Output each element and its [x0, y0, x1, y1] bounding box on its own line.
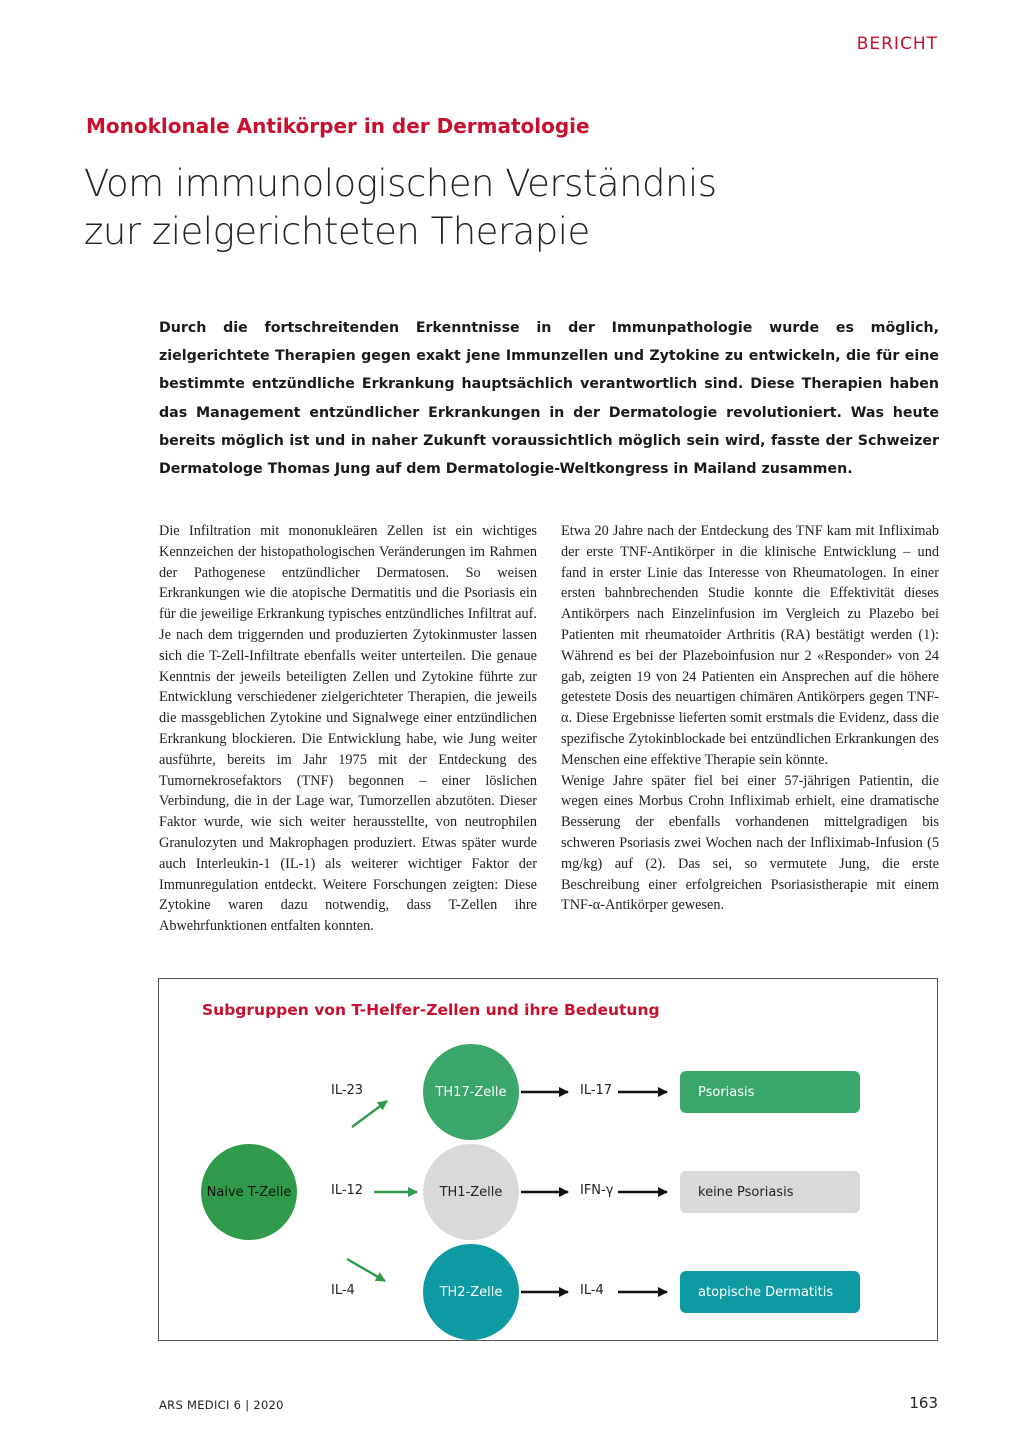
- arrow-to-th2: [347, 1259, 385, 1281]
- page-number: 163: [909, 1394, 938, 1412]
- result-label-row2: keine Psoriasis: [698, 1184, 794, 1200]
- body-paragraph: Die Infiltration mit mononukleären Zellen ist ein wichtiges Kennzeichen der histopathologischen Veränderungen im Rahmen der Pathogenese entzündlicher Dermatosen. So weisen Erkrankungen wie die atopische Dermatitis und die Psoriasis ein für die jeweilige Erkrankung typisches entzündliches Infiltrat auf. Je nach dem triggernden und produzierten Zytokinmuster lassen sich die T-Zell-Infiltrate ebenfalls weiter unterteilen. Die genaue Kenntnis der jeweils beteiligten Zellen und Zytokine führte zur Entwicklung verschiedener zielgerichteter Therapien, die jeweils die massgeblichen Zytokine und Signalwege einer entzündlichen Erkrankung blockieren. Die Entwicklung habe, wie Jung weiter ausführte, bereits im Jahr 1975 mit der Entdeckung des Tumornekrosefaktors (TNF) begonnen – einer löslichen Verbindung, die in der Lage war, Tumorzellen abzutöten. Dieser Faktor wurde, wie sich weiter herausstellte, von neutrophilen Granulozyten und Makrophagen produziert. Etwas später wurde auch Interleukin-1 (IL-1) als weiterer wichtiger Faktor der Immunregulation entdeckt. Weitere Forschungen zeigten: Diese Zytokine waren dazu notwendig, dass T-Zellen ihre Abwehrfunktionen entfalten konnten.: [159, 523, 537, 935]
- title-line-2: zur zielgerichteten Therapie: [84, 210, 590, 253]
- result-box-no-psoriasis: [680, 1171, 860, 1213]
- cytokine-label-row1: IL-17: [580, 1083, 613, 1098]
- body-column-left: [159, 521, 537, 937]
- article-title: [84, 160, 944, 256]
- input-label-row3: IL-4: [331, 1283, 355, 1298]
- result-label-row1: Psoriasis: [698, 1084, 755, 1100]
- body-column-right: [561, 521, 939, 916]
- journal-footer: ARS MEDICI 6 | 2020: [159, 1398, 284, 1412]
- th2-cell-label: TH2-Zelle: [439, 1284, 503, 1300]
- th1-cell-label: TH1-Zelle: [439, 1184, 503, 1200]
- naive-t-cell-label: Naive T-Zelle: [206, 1184, 292, 1200]
- naive-t-cell-node: [201, 1144, 297, 1240]
- th17-cell-node: [423, 1044, 519, 1140]
- title-line-1: Vom immunologischen Verständnis: [84, 162, 717, 205]
- input-label-row1: IL-23: [331, 1083, 364, 1098]
- article-lead: Durch die fortschreitenden Erkenntnisse in der Immunpathologie wurde es möglich, zielgerichtete Therapien gegen exakt jene Immunzellen und Zytokine zu entwickeln, die für eine bestimmte entzündliche Erkrankung hauptsächlich verantwortlich sind. Diese Therapien haben das Management entzündlicher Erkrankungen in der Dermatologie revolutioniert. Was heute bereits möglich ist und in naher Zukunft voraussichtlich möglich sein wird, fasste der Schweizer Dermatologe Thomas Jung auf dem Dermatologie-Weltkongress in Mailand zusammen.: [159, 320, 939, 478]
- cytokine-label-row3: IL-4: [580, 1283, 604, 1298]
- body-paragraph: Etwa 20 Jahre nach der Entdeckung des TNF kam mit Infliximab der erste TNF-Antikörper in die klinische Entwicklung – und fand in erster Linie das Interesse von Rheumatologen. In einer ersten bahnbrechenden Studie konnte die Effektivität dieses Antikörpers nach Einzelinfusion im Vergleich zu Plazebo bei Patienten mit rheumatoider Arthritis (RA) bestätigt werden (1): Während es bei der Plazeboinfusion nur 2 «Responder» von 24 gab, zeigten 19 von 24 Patienten ein Ansprechen auf die höhere getestete Dosis des neuartigen chimären Antikörpers gegen TNF-α. Diese Ergebnisse lieferten somit erstmals die Evidenz, dass die spezifische Zytokinblockade bei entzündlichen Erkrankungen des Menschen eine effektive Therapie sein könnte.: [561, 523, 939, 768]
- result-box-psoriasis: [680, 1071, 860, 1113]
- result-label-row3: atopische Dermatitis: [698, 1284, 834, 1300]
- arrow-to-th17: [352, 1101, 387, 1127]
- figure-title: Subgruppen von T-Helfer-Zellen und ihre Bedeutung: [202, 1001, 660, 1019]
- section-label: BERICHT: [856, 34, 938, 54]
- body-paragraph: Wenige Jahre später fiel bei einer 57-jährigen Patientin, die wegen eines Morbus Crohn Infliximab erhielt, eine dramatische Besserung der ebenfalls vorhandenen mittelgradigen bis schweren Psoriasis zwei Wochen nach der Infliximab-Infusion (5 mg/kg) auf (2). Das sei, so vermutete Jung, die erste Beschreibung einer erfolgreichen Psoriasistherapie mit einem TNF-α-Antikörper gewesen.: [561, 772, 939, 914]
- th2-cell-node: [423, 1244, 519, 1340]
- th1-cell-node: [423, 1144, 519, 1240]
- cytokine-label-row2: IFN-γ: [580, 1183, 614, 1198]
- article-kicker: Monoklonale Antikörper in der Dermatologie: [86, 114, 590, 138]
- result-box-atopic-dermatitis: [680, 1271, 860, 1313]
- th17-cell-label: TH17-Zelle: [435, 1084, 507, 1100]
- input-label-row2: IL-12: [331, 1183, 364, 1198]
- figure-box: [158, 978, 938, 1341]
